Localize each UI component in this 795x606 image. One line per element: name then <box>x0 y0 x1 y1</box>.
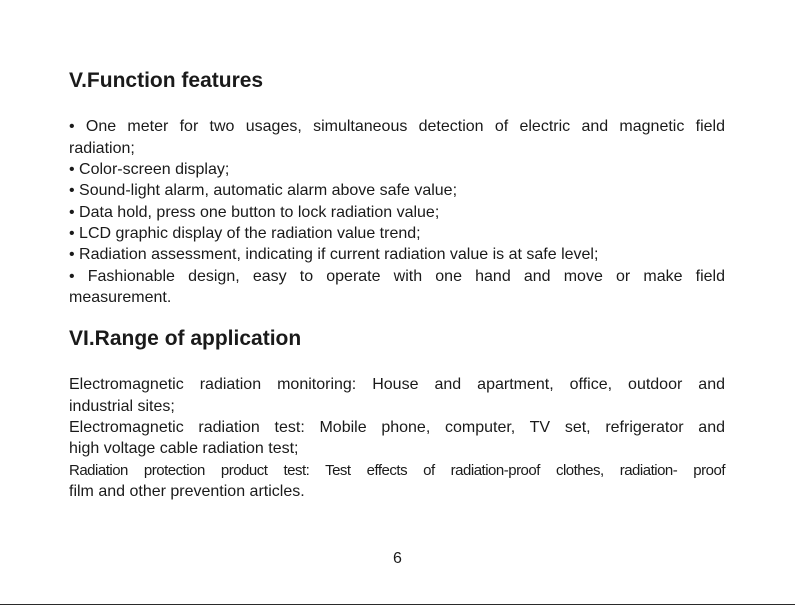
application-line: Electromagnetic radiation test: Mobile phone, computer, TV set, refrigerator and <box>69 419 725 436</box>
feature-line: • Radiation assessment, indicating if current radiation value is at safe level; <box>69 246 599 263</box>
feature-line: • One meter for two usages, simultaneous detection of electric and magnetic field <box>69 118 725 135</box>
application-line: high voltage cable radiation test; <box>69 440 299 457</box>
application-line: Radiation protection product test: Test effects of radiation-proof clothes, radiation- proof <box>69 462 725 479</box>
feature-line: • Sound-light alarm, automatic alarm above safe value; <box>69 182 458 199</box>
application-line: Electromagnetic radiation monitoring: House and apartment, office, outdoor and <box>69 376 725 393</box>
feature-line: • Color-screen display; <box>69 161 230 178</box>
application-line: industrial sites; <box>69 398 175 415</box>
application-line: film and other prevention articles. <box>69 483 305 500</box>
bottom-divider <box>0 604 795 605</box>
feature-line: radiation; <box>69 140 135 157</box>
feature-line: • Data hold, press one button to lock radiation value; <box>69 204 440 221</box>
feature-line: measurement. <box>69 289 172 306</box>
section-heading-function-features: V.Function features <box>69 69 264 92</box>
page-number: 6 <box>393 550 402 567</box>
feature-line: • Fashionable design, easy to operate with one hand and move or make field <box>69 268 725 285</box>
feature-line: • LCD graphic display of the radiation value trend; <box>69 225 421 242</box>
section-heading-range-of-application: VI.Range of application <box>69 327 302 350</box>
